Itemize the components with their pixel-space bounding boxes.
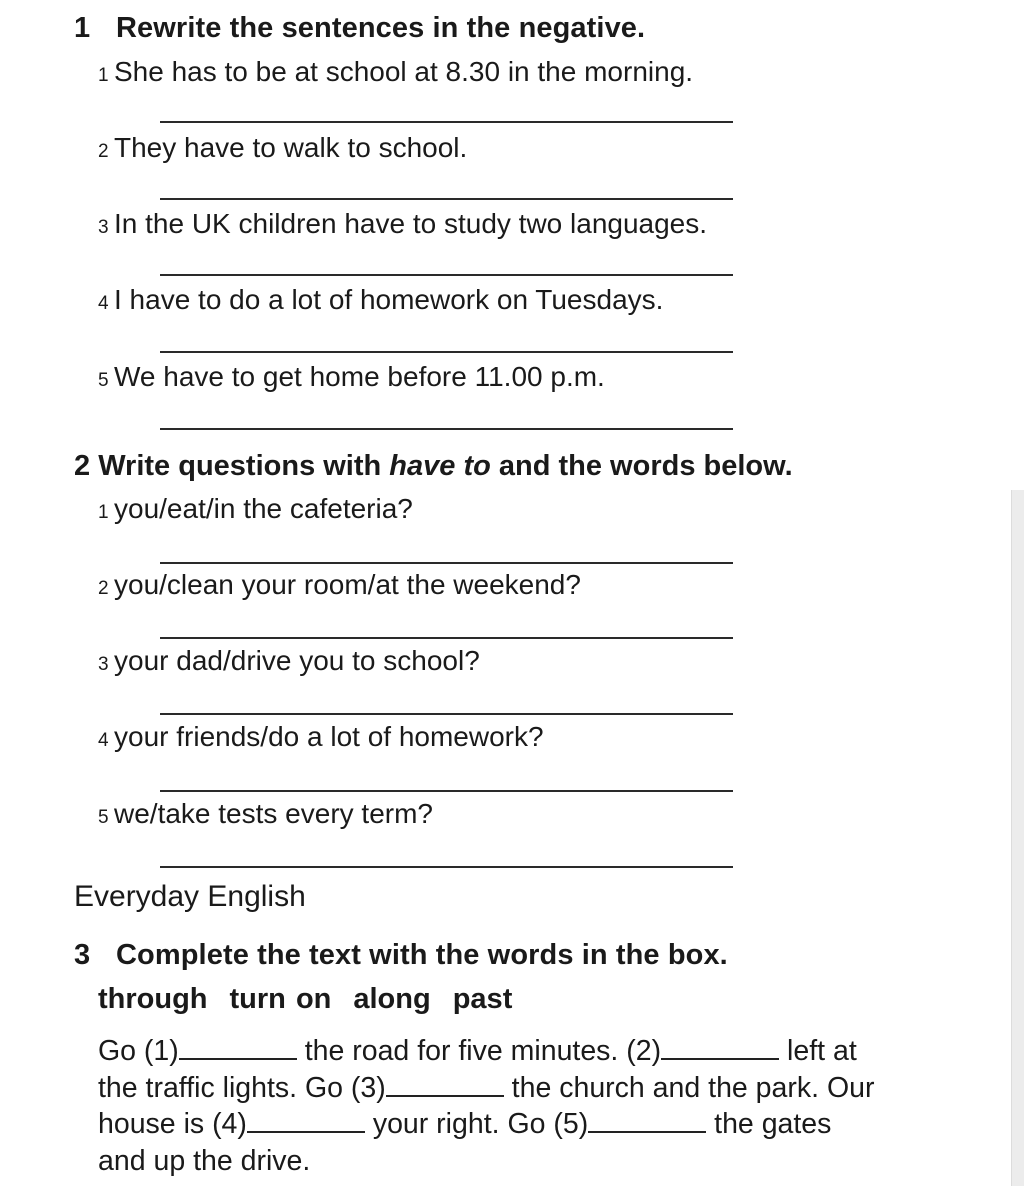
s1-item-2-number: 2: [98, 141, 109, 162]
para-text: the church and the park. Our: [503, 1071, 875, 1104]
s2-item-3: [98, 645, 480, 677]
s2-item-1: [98, 493, 413, 525]
s2-item-4-text: your friends/do a lot of homework?: [114, 721, 544, 752]
s1-item-3-number: 3: [98, 217, 109, 238]
s2-item-4: [98, 721, 544, 753]
word-past: past: [452, 983, 513, 1015]
para-text: left at: [779, 1035, 857, 1067]
s2-item-2: [98, 569, 581, 601]
gap-1[interactable]: [179, 1036, 297, 1060]
gap-5[interactable]: [588, 1109, 706, 1133]
section3-number: 3: [74, 939, 91, 971]
s2-answer-line-5[interactable]: [160, 866, 733, 868]
para-text: and up the drive.: [98, 1144, 311, 1177]
s1-item-1: [98, 56, 693, 88]
s2-item-1-number: 1: [98, 502, 109, 523]
s2-item-5-text: we/take tests every term?: [114, 798, 434, 829]
s1-answer-line-2[interactable]: [160, 198, 733, 200]
s1-item-4: [98, 284, 663, 316]
s2-answer-line-3[interactable]: [160, 713, 733, 715]
s2-item-3-number: 3: [98, 654, 109, 675]
para-text: the gates: [706, 1108, 832, 1140]
para-line-3: [98, 1106, 874, 1143]
s2-answer-line-4[interactable]: [160, 790, 733, 792]
s1-answer-line-5[interactable]: [160, 428, 733, 430]
s1-item-3: [98, 208, 707, 240]
s2-item-2-number: 2: [98, 578, 109, 599]
s1-answer-line-1[interactable]: [160, 121, 733, 123]
s1-item-3-text: In the UK children have to study two languages.: [114, 208, 708, 239]
s1-answer-line-3[interactable]: [160, 274, 733, 276]
para-line-4: [98, 1143, 874, 1180]
para-line-2: [98, 1070, 874, 1107]
section1-number: 1: [74, 12, 91, 44]
gap-3[interactable]: [386, 1073, 504, 1097]
para-text: the traffic lights. Go (3): [98, 1071, 386, 1104]
word-box: [98, 983, 534, 1016]
s2-item-2-text: you/clean your room/at the weekend?: [114, 569, 581, 600]
gap-4[interactable]: [247, 1109, 365, 1133]
para-line-1: [98, 1033, 874, 1070]
s2-item-1-text: you/eat/in the cafeteria?: [114, 493, 413, 524]
para-text: Go (1): [98, 1035, 179, 1067]
section2-title-pre: Write questions with: [98, 450, 390, 482]
section3-title: Complete the text with the words in the box.: [116, 939, 728, 971]
word-through: through: [98, 983, 208, 1015]
section2-title-post: and the words below.: [490, 450, 793, 482]
section2-title-em: have to: [389, 450, 491, 482]
s2-item-3-text: your dad/drive you to school?: [114, 645, 480, 676]
word-turn-on: turn on: [229, 983, 332, 1015]
section3-heading: [74, 939, 728, 972]
s1-item-4-number: 4: [98, 293, 109, 314]
para-text: house is (4): [98, 1108, 247, 1140]
gap-fill-paragraph: [98, 1033, 874, 1179]
s2-answer-line-1[interactable]: [160, 562, 733, 564]
s1-item-4-text: I have to do a lot of homework on Tuesdays.: [114, 284, 664, 315]
s1-item-1-number: 1: [98, 65, 109, 86]
s1-item-5-number: 5: [98, 370, 109, 391]
para-text: your right. Go (5): [364, 1108, 589, 1140]
section1-title: Rewrite the sentences in the negative.: [116, 12, 646, 44]
section2-heading: [74, 450, 793, 483]
s1-item-1-text: She has to be at school at 8.30 in the morning.: [114, 56, 694, 87]
section1-heading: [74, 12, 645, 45]
gap-2[interactable]: [661, 1036, 779, 1060]
everyday-english-label: Everyday English: [74, 880, 306, 913]
scrollbar-track[interactable]: [1011, 490, 1024, 1186]
para-text: the road for five minutes. (2): [296, 1035, 662, 1067]
s1-item-2-text: They have to walk to school.: [114, 132, 468, 163]
s2-item-4-number: 4: [98, 730, 109, 751]
s1-item-2: [98, 132, 467, 164]
s1-item-5-text: We have to get home before 11.00 p.m.: [114, 361, 605, 392]
word-along: along: [353, 983, 431, 1015]
s2-item-5: [98, 798, 433, 830]
s1-item-5: [98, 361, 605, 393]
s2-answer-line-2[interactable]: [160, 637, 733, 639]
s2-item-5-number: 5: [98, 807, 109, 828]
section2-number: 2: [74, 450, 91, 482]
s1-answer-line-4[interactable]: [160, 351, 733, 353]
